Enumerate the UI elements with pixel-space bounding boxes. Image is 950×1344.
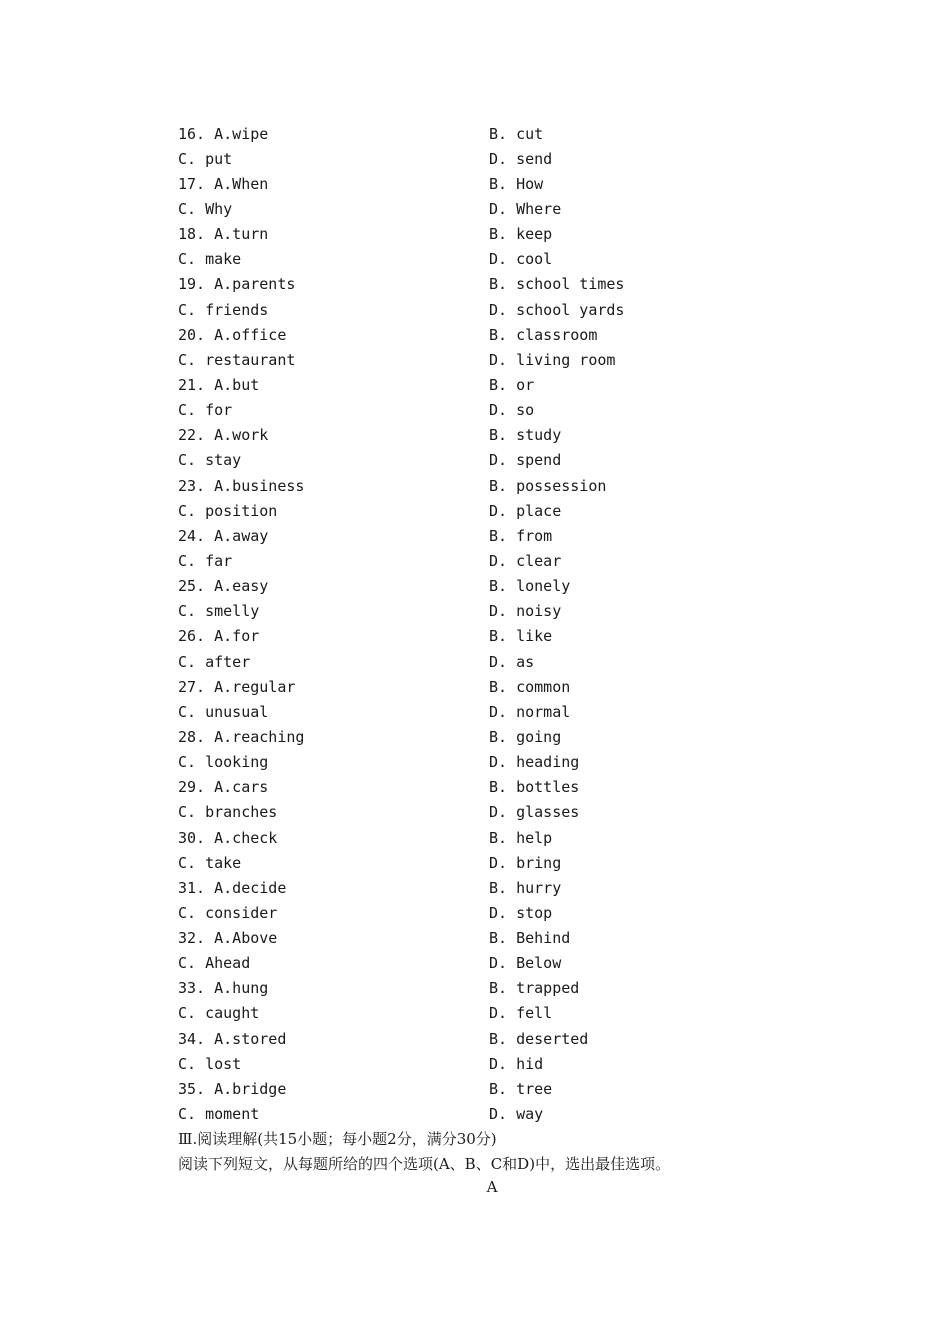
option-right: B. from	[489, 526, 553, 545]
option-right: B. or	[489, 375, 535, 394]
option-right: D. stop	[489, 903, 553, 922]
option-right: D. bring	[489, 853, 562, 872]
option-right: D. cool	[489, 250, 553, 269]
option-row	[178, 498, 778, 523]
option-right: D. Where	[489, 199, 562, 218]
option-row	[178, 800, 778, 825]
option-left: C. friends	[178, 300, 269, 319]
option-right: B. trapped	[489, 979, 580, 998]
option-row	[178, 448, 778, 473]
option-right: D. clear	[489, 551, 562, 570]
option-right: B. deserted	[489, 1029, 589, 1048]
passage-label: A	[486, 1178, 498, 1196]
option-row	[178, 247, 778, 272]
option-right: D. living room	[489, 350, 616, 369]
option-row	[178, 775, 778, 800]
option-left: 34. A.stored	[178, 1029, 287, 1048]
option-right: B. common	[489, 677, 571, 696]
option-right: D. as	[489, 652, 535, 671]
option-row	[178, 825, 778, 850]
option-row	[178, 724, 778, 749]
option-right: B. bottles	[489, 778, 580, 797]
option-left: C. moment	[178, 1105, 260, 1124]
option-row	[178, 222, 778, 247]
option-row	[178, 624, 778, 649]
option-row	[178, 272, 778, 297]
option-right: D. Below	[489, 954, 562, 973]
option-left: 23. A.business	[178, 476, 305, 495]
option-left: 32. A.Above	[178, 929, 278, 948]
option-left: 28. A.reaching	[178, 727, 305, 746]
option-left: 26. A.for	[178, 627, 260, 646]
option-row	[178, 473, 778, 498]
option-right: B. cut	[489, 124, 544, 143]
option-right: B. study	[489, 426, 562, 445]
option-right: D. so	[489, 401, 535, 420]
option-left: 33. A.hung	[178, 979, 269, 998]
option-right: B. like	[489, 627, 553, 646]
option-row	[178, 750, 778, 775]
option-left: 27. A.regular	[178, 677, 296, 696]
option-right: D. way	[489, 1105, 544, 1124]
option-row	[178, 926, 778, 951]
option-row	[178, 850, 778, 875]
option-left: 17. A.When	[178, 174, 269, 193]
option-right: D. normal	[489, 702, 571, 721]
section-title: Ⅲ.阅读理解(共15小题；每小题2分，满分30分)	[178, 1130, 497, 1148]
option-left: 30. A.check	[178, 828, 278, 847]
option-left: C. far	[178, 551, 233, 570]
option-left: C. make	[178, 250, 242, 269]
option-left: 20. A.office	[178, 325, 287, 344]
option-right: B. going	[489, 727, 562, 746]
option-right: D. glasses	[489, 803, 580, 822]
option-left: 35. A.bridge	[178, 1079, 287, 1098]
option-row	[178, 976, 778, 1001]
option-row	[178, 196, 778, 221]
option-right: D. place	[489, 501, 562, 520]
option-row	[178, 548, 778, 573]
option-left: C. Ahead	[178, 954, 251, 973]
option-right: D. send	[489, 149, 553, 168]
option-row	[178, 171, 778, 196]
option-left: C. smelly	[178, 602, 260, 621]
option-left: C. restaurant	[178, 350, 296, 369]
option-left: C. take	[178, 853, 242, 872]
option-row	[178, 297, 778, 322]
option-row	[178, 674, 778, 699]
option-left: C. Why	[178, 199, 233, 218]
option-left: C. unusual	[178, 702, 269, 721]
option-row	[178, 699, 778, 724]
option-left: C. looking	[178, 753, 269, 772]
option-row	[178, 398, 778, 423]
option-left: C. caught	[178, 1004, 260, 1023]
option-row	[178, 649, 778, 674]
option-right: B. possession	[489, 476, 607, 495]
option-left: 31. A.decide	[178, 878, 287, 897]
option-right: B. lonely	[489, 577, 571, 596]
section-instruction: 阅读下列短文，从每题所给的四个选项(A、B、C和D)中，选出最佳选项。	[178, 1155, 671, 1173]
option-row	[178, 372, 778, 397]
option-left: C. for	[178, 401, 233, 420]
option-right: B. school times	[489, 275, 625, 294]
option-right: D. spend	[489, 451, 562, 470]
option-right: D. hid	[489, 1054, 544, 1073]
option-row	[178, 1101, 778, 1126]
option-right: B. help	[489, 828, 553, 847]
option-left: 22. A.work	[178, 426, 269, 445]
option-row	[178, 146, 778, 171]
option-right: D. fell	[489, 1004, 553, 1023]
option-right: D. school yards	[489, 300, 625, 319]
option-right: B. classroom	[489, 325, 598, 344]
option-row	[178, 322, 778, 347]
option-right: D. noisy	[489, 602, 562, 621]
option-row	[178, 1076, 778, 1101]
option-row	[178, 1051, 778, 1076]
option-left: 16. A.wipe	[178, 124, 269, 143]
option-left: 21. A.but	[178, 375, 260, 394]
option-right: B. hurry	[489, 878, 562, 897]
option-left: C. lost	[178, 1054, 242, 1073]
option-row	[178, 423, 778, 448]
option-left: C. branches	[178, 803, 278, 822]
option-row	[178, 574, 778, 599]
option-row	[178, 900, 778, 925]
option-right: B. tree	[489, 1079, 553, 1098]
option-left: 18. A.turn	[178, 225, 269, 244]
option-right: B. How	[489, 174, 544, 193]
option-row	[178, 1026, 778, 1051]
option-row	[178, 347, 778, 372]
option-right: B. keep	[489, 225, 553, 244]
option-right: D. heading	[489, 753, 580, 772]
option-row	[178, 121, 778, 146]
option-left: C. consider	[178, 903, 278, 922]
option-row	[178, 523, 778, 548]
option-left: 29. A.cars	[178, 778, 269, 797]
option-left: C. after	[178, 652, 251, 671]
option-row	[178, 1001, 778, 1026]
cloze-options-list	[178, 121, 778, 1127]
option-row	[178, 875, 778, 900]
option-left: 25. A.easy	[178, 577, 269, 596]
option-left: 24. A.away	[178, 526, 269, 545]
option-row	[178, 951, 778, 976]
option-left: C. position	[178, 501, 278, 520]
option-left: C. put	[178, 149, 233, 168]
option-right: B. Behind	[489, 929, 571, 948]
option-row	[178, 599, 778, 624]
option-left: C. stay	[178, 451, 242, 470]
option-left: 19. A.parents	[178, 275, 296, 294]
